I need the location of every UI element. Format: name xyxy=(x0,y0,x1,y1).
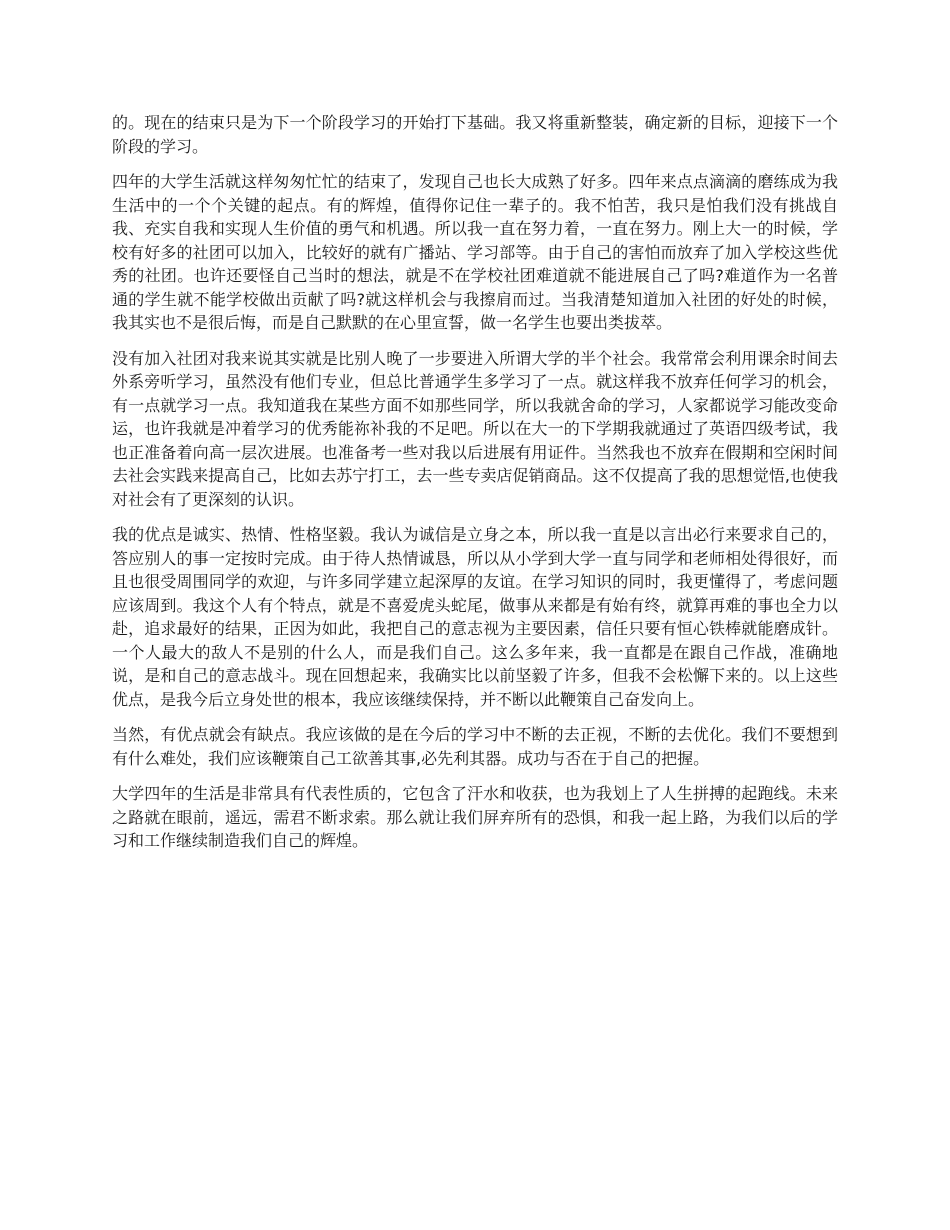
paragraph-6: 大学四年的生活是非常具有代表性质的，它包含了汗水和收获，也为我划上了人生拼搏的起跑线。未来之路就在眼前，遥远，需君不断求索。那么就让我们屏弃所有的恐惧，和我一起上路，为我们以后的学习和工作继续制造我们自己的辉煌。 xyxy=(112,784,838,850)
paragraph-5: 当然，有优点就会有缺点。我应该做的是在今后的学习中不断的去正视，不断的去优化。我们不要想到有什么难处，我们应该鞭策自己工欲善其事,必先利其器。成功与否在于自己的把握。 xyxy=(112,725,838,768)
document-body xyxy=(112,111,838,853)
paragraph-1: 的。现在的结束只是为下一个阶段学习的开始打下基础。我又将重新整装，确定新的目标，迎接下一个阶段的学习。 xyxy=(112,113,838,156)
paragraph-4: 我的优点是诚实、热情、性格坚毅。我认为诚信是立身之本，所以我一直是以言出必行来要求自己的，答应别人的事一定按时完成。由于待人热情诚恳，所以从小学到大学一直与同学和老师相处得很好，而且也很受周围同学的欢迎，与许多同学建立起深厚的友谊。在学习知识的同时，我更懂得了，考虑问题应该周到。我这个人有个特点，就是不喜爱虎头蛇尾，做事从来都是有始有终，就算再难的事也全力以赴，追求最好的结果，正因为如此，我把自己的意志视为主要因素，信任只要有恒心铁棒就能磨成针。一个人最大的敌人不是别的什么人，而是我们自己。这么多年来，我一直都是在跟自己作战，准确地说，是和自己的意志战斗。现在回想起来，我确实比以前坚毅了许多，但我不会松懈下来的。以上这些优点，是我今后立身处世的根本，我应该继续保持，并不断以此鞭策自己奋发向上。 xyxy=(112,525,838,709)
paragraph-3: 没有加入社团对我来说其实就是比别人晚了一步要进入所谓大学的半个社会。我常常会利用课余时间去外系旁听学习，虽然没有他们专业，但总比普通学生多学习了一点。就这样我不放弃任何学习的机会，有一点就学习一点。我知道我在某些方面不如那些同学，所以我就舍命的学习，人家都说学习能改变命运，也许我就是冲着学习的优秀能祢补我的不足吧。所以在大一的下学期我就通过了英语四级考试，我也正准备着向高一层次进展。也准备考一些对我以后进展有用证件。当然我也不放弃在假期和空闲时间去社会实践来提高自己，比如去苏宁打工，去一些专卖店促销商品。这不仅提高了我的思想觉悟,也使我对社会有了更深刻的认识。 xyxy=(112,348,838,509)
paragraph-2: 四年的大学生活就这样匆匆忙忙的结束了，发现自己也长大成熟了好多。四年来点点滴滴的磨练成为我生活中的一个个关键的起点。有的辉煌，值得你记住一辈子的。我不怕苦，我只是怕我们没有挑战自我、充实自我和实现人生价值的勇气和机遇。所以我一直在努力着，一直在努力。刚上大一的时候，学校有好多的社团可以加入，比较好的就有广播站、学习部等。由于自己的害怕而放弃了加入学校这些优秀的社团。也许还要怪自己当时的想法，就是不在学校社团难道就不能进展自己了吗?难道作为一名普通的学生就不能学校做出贡献了吗?就这样机会与我擦肩而过。当我清楚知道加入社团的好处的时候，我其实也不是很后悔，而是自己默默的在心里宣誓，做一名学生也要出类拔萃。 xyxy=(112,172,838,332)
